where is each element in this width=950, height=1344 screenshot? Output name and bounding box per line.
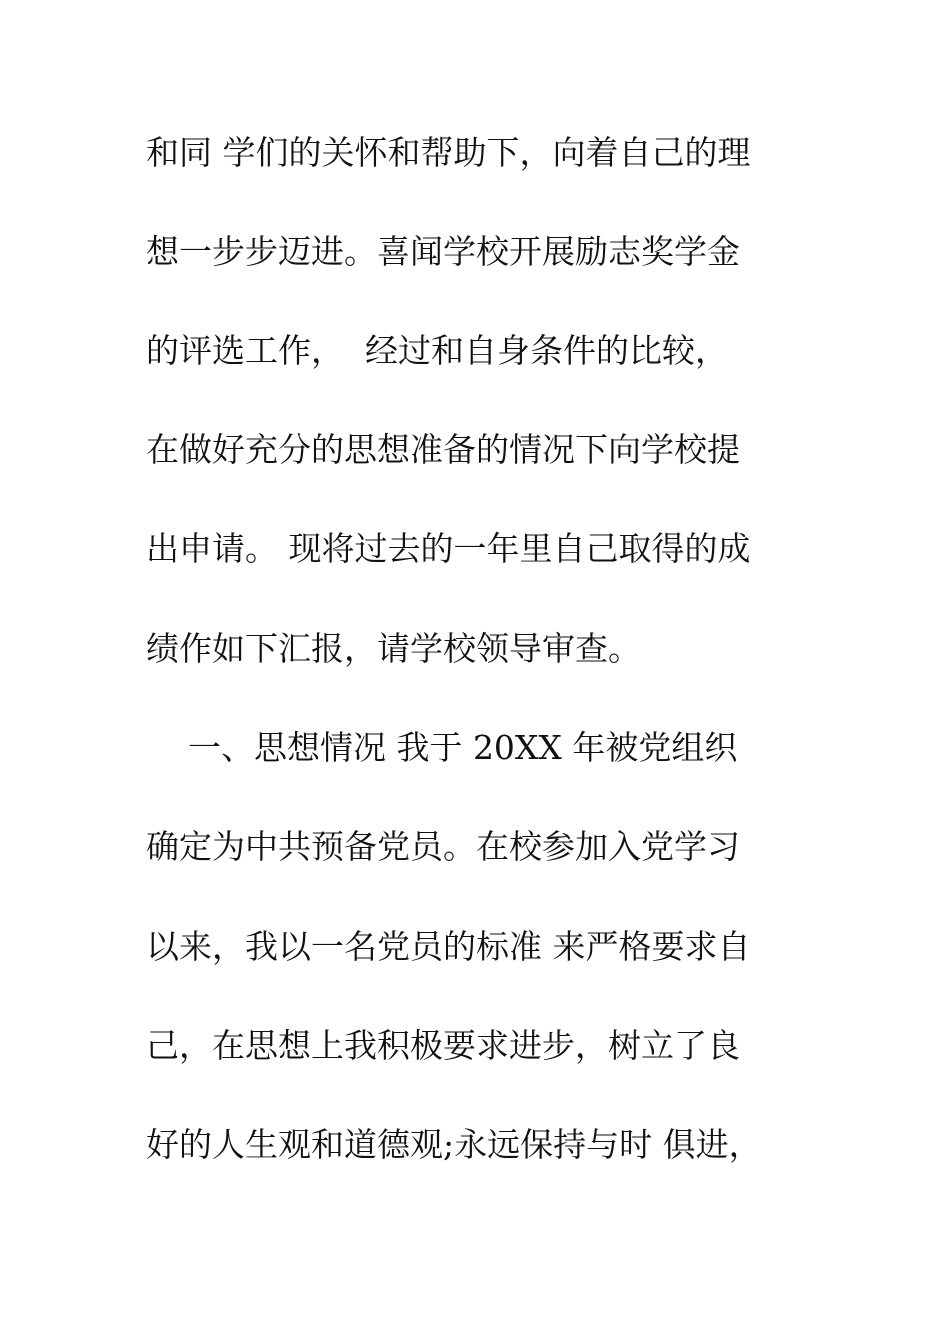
text-line: 确定为中共预备党员。在校参加入党学习 <box>146 827 740 866</box>
text-line: 好的人生观和道德观;永远保持与时 俱进， <box>146 1125 762 1164</box>
text-line: 和同 学们的关怀和帮助下，向着自己的理 <box>146 133 751 172</box>
text-line: 绩作如下汇报，请学校领导审查。 <box>146 629 641 668</box>
text-line: 出申请。 现将过去的一年里自己取得的成 <box>146 529 751 568</box>
text-line: 想一步步迈进。喜闻学校开展励志奖学金 <box>146 232 740 271</box>
text-line: 以来，我以一名党员的标准 来严格要求自 <box>146 927 751 966</box>
text-line: 己，在思想上我积极要求进步，树立了良 <box>146 1026 740 1065</box>
text-line: 在做好充分的思想准备的情况下向学校提 <box>146 430 740 469</box>
text-line: 一、思想情况 我于 20XX 年被党组织 <box>146 728 738 767</box>
text-line: 的评选工作， 经过和自身条件的比较， <box>146 331 728 370</box>
